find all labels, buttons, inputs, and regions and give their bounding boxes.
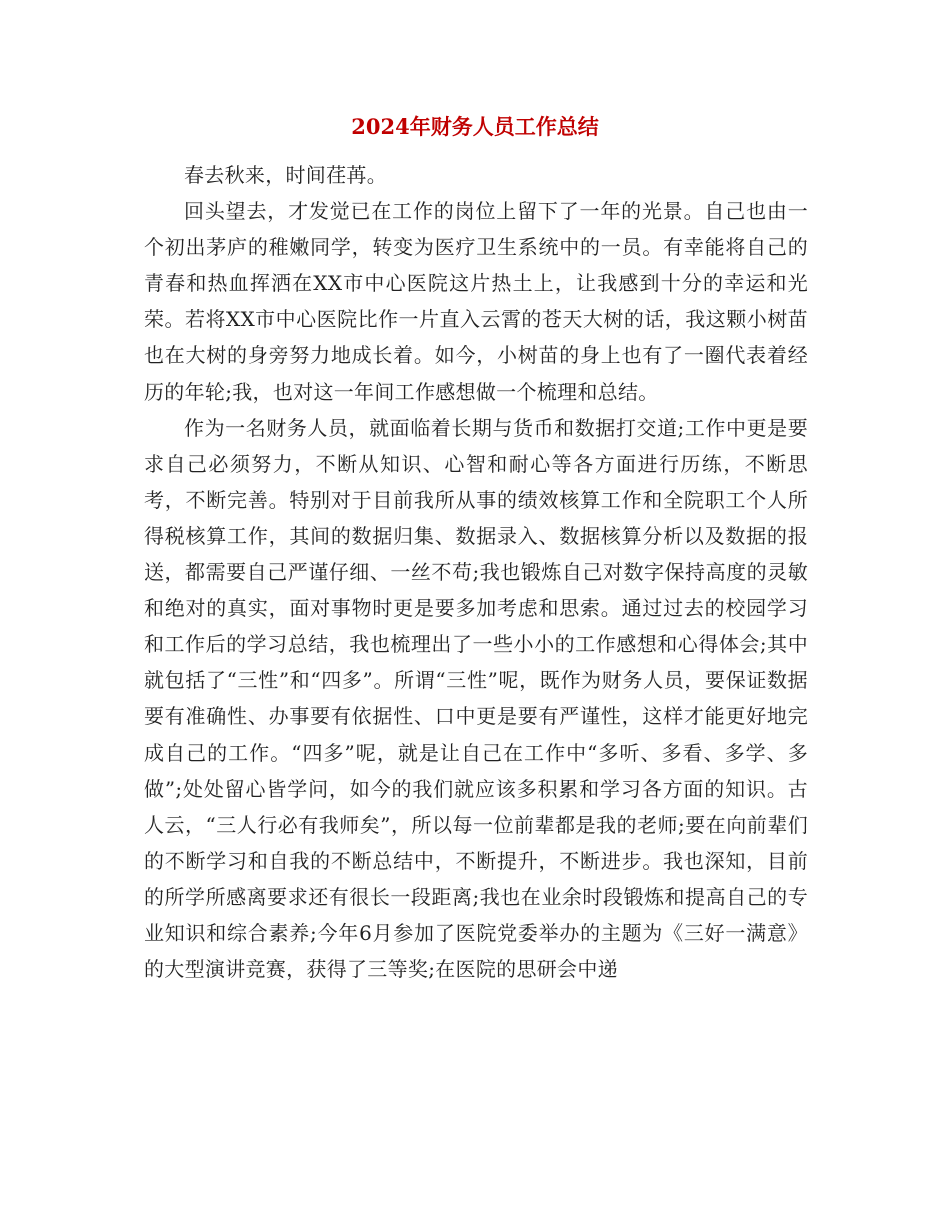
paragraph-3: 作为一名财务人员，就面临着长期与货币和数据打交道;工作中更是要求自己必须努力，不断从知识、心智和耐心等各方面进行历练，不断思考，不断完善。特别对于目前我所从事的绩效核算工作和全院职工个人所得税核算工作，其间的数据归集、数据录入、数据核算分析以及数据的报送，都需要自己严谨仔细、一丝不苟;我也锻炼自己对数字保持高度的灵敏和绝对的真实，面对事物时更是要多加考虑和思索。通过过去的校园学习和工作后的学习总结，我也梳理出了一些小小的工作感想和心得体会;其中就包括了“三性”和“四多”。所谓“三性”呢，既作为财务人员，要保证数据要有准确性、办事要有依据性、口中更是要有严谨性，这样才能更好地完成自己的工作。“四多”呢，就是让自己在工作中“多听、多看、多学、多做”;处处留心皆学问，如今的我们就应该多积累和学习各方面的知识。古人云，“三人行必有我师矣”，所以每一位前辈都是我的老师;要在向前辈们的不断学习和自我的不断总结中，不断提升，不断进步。我也深知，目前的所学所感离要求还有很长一段距离;我也在业余时段锻炼和提高自己的专业知识和综合素养;今年6月参加了医院党委举办的主题为《三好一满意》的大型演讲竞赛，获得了三等奖;在医院的思研会中递 <box>144 415 808 982</box>
paragraph-2: 回头望去，才发觉已在工作的岗位上留下了一年的光景。自己也由一个初出茅庐的稚嫩同学，转变为医疗卫生系统中的一员。有幸能将自己的青春和热血挥洒在XX市中心医院这片热土上，让我感到十分的幸运和光荣。若将XX市中心医院比作一片直入云霄的苍天大树的话，我这颗小树苗也在大树的身旁努力地成长着。如今，小树苗的身上也有了一圈代表着经历的年轮;我，也对这一年间工作感想做一个梳理和总结。 <box>144 199 808 404</box>
document-title: 2024年财务人员工作总结 <box>351 114 599 139</box>
document-body <box>144 157 808 987</box>
paragraph-1: 春去秋来，时间荏苒。 <box>184 163 387 187</box>
